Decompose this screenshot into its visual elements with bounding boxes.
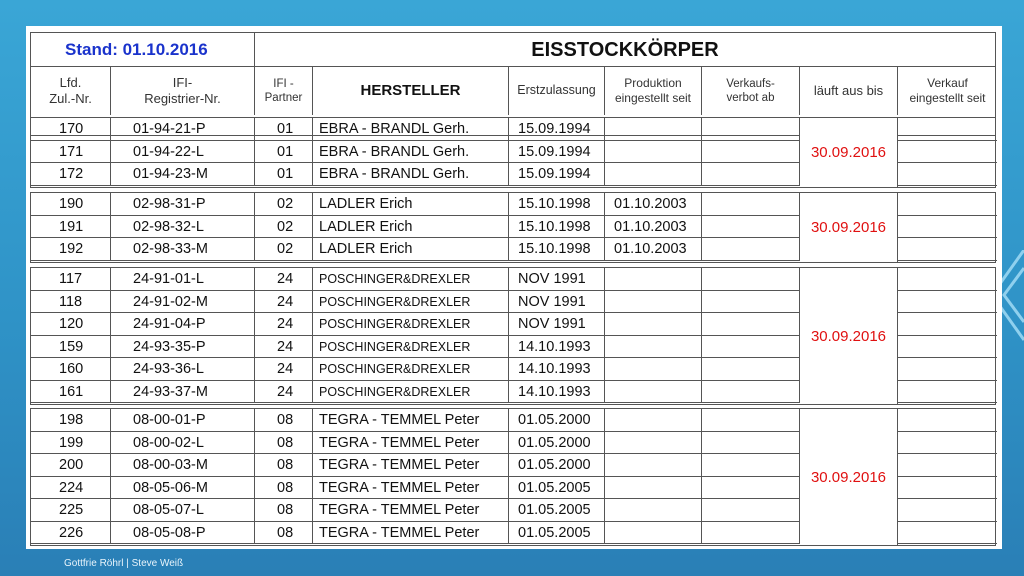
cell-col-verkauf-eingestellt xyxy=(898,336,997,359)
cell-col-ifi-nr: 08-05-07-L xyxy=(111,499,255,522)
cell-col-lfd-nr: 224 xyxy=(31,477,111,500)
cell-col-verkaufsverbot xyxy=(702,313,800,336)
cell-col-ifi-nr: 08-00-02-L xyxy=(111,432,255,455)
cell-col-erstzulassung: 15.09.1994 xyxy=(509,118,605,141)
cell-col-lfd-nr: 200 xyxy=(31,454,111,477)
cell-col-verkaufsverbot xyxy=(702,268,800,291)
cell-col-hersteller: TEGRA - TEMMEL Peter xyxy=(313,477,509,500)
cell-col-hersteller: POSCHINGER&DREXLER xyxy=(313,358,509,381)
cell-col-produktion xyxy=(605,118,702,141)
manufacturer-group xyxy=(30,408,996,546)
expiry-date: 30.09.2016 xyxy=(800,268,898,404)
cell-col-erstzulassung: 15.09.1994 xyxy=(509,141,605,164)
cell-col-ifi-nr: 24-93-36-L xyxy=(111,358,255,381)
cell-col-ifi-nr: 08-05-06-M xyxy=(111,477,255,500)
header-col-verkauf-eingestellt: Verkauf eingestellt seit xyxy=(909,76,986,105)
table-sheet xyxy=(26,26,1002,549)
cell-col-verkaufsverbot xyxy=(702,499,800,522)
cell-col-erstzulassung: 14.10.1993 xyxy=(509,336,605,359)
cell-col-ifi-partner: 08 xyxy=(255,477,313,500)
header-col-hersteller: HERSTELLER xyxy=(313,67,509,115)
cell-col-produktion: 01.10.2003 xyxy=(605,238,702,261)
cell-col-ifi-nr: 01-94-22-L xyxy=(111,141,255,164)
cell-col-verkaufsverbot xyxy=(702,291,800,314)
header-col-ifi-nr: IFI- Registrier-Nr. xyxy=(111,67,255,115)
cell-col-ifi-partner: 24 xyxy=(255,268,313,291)
cell-col-hersteller: LADLER Erich xyxy=(313,193,509,216)
cell-col-ifi-partner: 24 xyxy=(255,291,313,314)
cell-col-hersteller: POSCHINGER&DREXLER xyxy=(313,381,509,404)
cell-col-verkauf-eingestellt xyxy=(898,141,997,164)
header-col-produktion: Produktion eingestellt seit xyxy=(605,67,702,115)
cell-col-hersteller: LADLER Erich xyxy=(313,216,509,239)
cell-col-lfd-nr: 171 xyxy=(31,141,111,164)
cell-col-erstzulassung: NOV 1991 xyxy=(509,268,605,291)
cell-col-erstzulassung: 15.10.1998 xyxy=(509,216,605,239)
cell-col-verkaufsverbot xyxy=(702,454,800,477)
cell-col-ifi-nr: 24-91-04-P xyxy=(111,313,255,336)
cell-col-lfd-nr: 120 xyxy=(31,313,111,336)
cell-col-hersteller: TEGRA - TEMMEL Peter xyxy=(313,522,509,545)
cell-col-produktion xyxy=(605,454,702,477)
manufacturer-group xyxy=(30,267,996,405)
cell-col-ifi-partner: 08 xyxy=(255,499,313,522)
cell-col-verkauf-eingestellt xyxy=(898,313,997,336)
cell-col-produktion xyxy=(605,313,702,336)
manufacturer-group xyxy=(30,192,996,263)
cell-col-ifi-nr: 08-05-08-P xyxy=(111,522,255,545)
header-col-laeuft-aus: läuft aus bis xyxy=(800,67,898,115)
cell-col-ifi-partner: 02 xyxy=(255,238,313,261)
cell-col-lfd-nr: 172 xyxy=(31,163,111,186)
cell-col-lfd-nr: 118 xyxy=(31,291,111,314)
cell-col-ifi-nr: 24-93-35-P xyxy=(111,336,255,359)
cell-col-verkauf-eingestellt xyxy=(898,454,997,477)
cell-col-erstzulassung: 01.05.2005 xyxy=(509,499,605,522)
cell-col-lfd-nr: 225 xyxy=(31,499,111,522)
cell-col-verkaufsverbot xyxy=(702,141,800,164)
table-title: EISSTOCKKÖRPER xyxy=(255,33,995,67)
cell-col-produktion xyxy=(605,477,702,500)
cell-col-lfd-nr: 170 xyxy=(31,118,111,141)
cell-col-verkauf-eingestellt xyxy=(898,358,997,381)
header-col-erstzulassung: Erstzulassung xyxy=(509,67,605,115)
cell-col-erstzulassung: 14.10.1993 xyxy=(509,381,605,404)
cell-col-produktion xyxy=(605,291,702,314)
cell-col-verkaufsverbot xyxy=(702,216,800,239)
cell-col-ifi-nr: 24-91-01-L xyxy=(111,268,255,291)
header-col-ifi-partner: IFI - Partner xyxy=(255,67,313,115)
footer-authors: Gottfrie Röhrl | Steve Weiß xyxy=(64,558,184,569)
cell-col-erstzulassung: 01.05.2000 xyxy=(509,432,605,455)
cell-col-hersteller: POSCHINGER&DREXLER xyxy=(313,313,509,336)
header-col-lfd-nr: Lfd. Zul.-Nr. xyxy=(31,67,111,115)
cell-col-verkaufsverbot xyxy=(702,358,800,381)
cell-col-verkaufsverbot xyxy=(702,522,800,545)
cell-col-hersteller: TEGRA - TEMMEL Peter xyxy=(313,454,509,477)
cell-col-hersteller: LADLER Erich xyxy=(313,238,509,261)
cell-col-ifi-partner: 24 xyxy=(255,313,313,336)
cell-col-produktion: 01.10.2003 xyxy=(605,216,702,239)
cell-col-produktion xyxy=(605,358,702,381)
cell-col-verkauf-eingestellt xyxy=(898,193,997,216)
cell-col-verkauf-eingestellt xyxy=(898,477,997,500)
cell-col-produktion xyxy=(605,381,702,404)
cell-col-ifi-partner: 01 xyxy=(255,118,313,141)
cell-col-verkauf-eingestellt xyxy=(898,118,997,141)
cell-col-erstzulassung: 15.09.1994 xyxy=(509,163,605,186)
cell-col-erstzulassung: 14.10.1993 xyxy=(509,358,605,381)
cell-col-erstzulassung: 15.10.1998 xyxy=(509,193,605,216)
cell-col-ifi-partner: 08 xyxy=(255,409,313,432)
cell-col-ifi-nr: 08-00-03-M xyxy=(111,454,255,477)
cell-col-erstzulassung: 15.10.1998 xyxy=(509,238,605,261)
expiry-date: 30.09.2016 xyxy=(800,409,898,545)
cell-col-verkaufsverbot xyxy=(702,336,800,359)
cell-col-erstzulassung: 01.05.2005 xyxy=(509,477,605,500)
cell-col-verkauf-eingestellt xyxy=(898,268,997,291)
cell-col-verkauf-eingestellt xyxy=(898,499,997,522)
cell-col-hersteller: EBRA - BRANDL Gerh. xyxy=(313,141,509,164)
cell-col-lfd-nr: 161 xyxy=(31,381,111,404)
cell-col-verkaufsverbot xyxy=(702,381,800,404)
stand-date: Stand: 01.10.2016 xyxy=(31,33,255,67)
cell-col-ifi-nr: 01-94-23-M xyxy=(111,163,255,186)
cell-col-lfd-nr: 117 xyxy=(31,268,111,291)
manufacturer-group xyxy=(30,117,996,188)
cell-col-verkauf-eingestellt xyxy=(898,291,997,314)
cell-col-produktion xyxy=(605,409,702,432)
cell-col-verkauf-eingestellt xyxy=(898,163,997,186)
cell-col-ifi-partner: 01 xyxy=(255,141,313,164)
cell-col-hersteller: TEGRA - TEMMEL Peter xyxy=(313,499,509,522)
cell-col-ifi-partner: 24 xyxy=(255,358,313,381)
cell-col-ifi-nr: 24-91-02-M xyxy=(111,291,255,314)
cell-col-hersteller: POSCHINGER&DREXLER xyxy=(313,268,509,291)
cell-col-verkauf-eingestellt xyxy=(898,522,997,545)
cell-col-verkauf-eingestellt xyxy=(898,432,997,455)
cell-col-verkauf-eingestellt xyxy=(898,216,997,239)
cell-col-lfd-nr: 191 xyxy=(31,216,111,239)
cell-col-ifi-partner: 02 xyxy=(255,193,313,216)
cell-col-verkauf-eingestellt xyxy=(898,381,997,404)
cell-col-ifi-nr: 24-93-37-M xyxy=(111,381,255,404)
cell-col-lfd-nr: 226 xyxy=(31,522,111,545)
cell-col-ifi-partner: 24 xyxy=(255,336,313,359)
cell-col-ifi-nr: 02-98-33-M xyxy=(111,238,255,261)
cell-col-verkaufsverbot xyxy=(702,238,800,261)
cell-col-ifi-nr: 02-98-32-L xyxy=(111,216,255,239)
cell-col-lfd-nr: 159 xyxy=(31,336,111,359)
cell-col-produktion xyxy=(605,499,702,522)
cell-col-hersteller: POSCHINGER&DREXLER xyxy=(313,336,509,359)
cell-col-verkauf-eingestellt xyxy=(898,238,997,261)
cell-col-produktion xyxy=(605,336,702,359)
cell-col-ifi-partner: 08 xyxy=(255,522,313,545)
expiry-date: 30.09.2016 xyxy=(800,193,898,262)
cell-col-lfd-nr: 192 xyxy=(31,238,111,261)
cell-col-erstzulassung: 01.05.2005 xyxy=(509,522,605,545)
cell-col-ifi-nr: 01-94-21-P xyxy=(111,118,255,141)
cell-col-hersteller: EBRA - BRANDL Gerh. xyxy=(313,118,509,141)
cell-col-hersteller: POSCHINGER&DREXLER xyxy=(313,291,509,314)
cell-col-erstzulassung: 01.05.2000 xyxy=(509,409,605,432)
cell-col-erstzulassung: 01.05.2000 xyxy=(509,454,605,477)
cell-col-produktion: 01.10.2003 xyxy=(605,193,702,216)
cell-col-ifi-partner: 02 xyxy=(255,216,313,239)
cell-col-produktion xyxy=(605,522,702,545)
cell-col-produktion xyxy=(605,163,702,186)
cell-col-verkaufsverbot xyxy=(702,118,800,141)
cell-col-lfd-nr: 160 xyxy=(31,358,111,381)
cell-col-ifi-partner: 24 xyxy=(255,381,313,404)
cell-col-verkaufsverbot xyxy=(702,432,800,455)
cell-col-hersteller: TEGRA - TEMMEL Peter xyxy=(313,409,509,432)
cell-col-lfd-nr: 190 xyxy=(31,193,111,216)
header-col-verkaufsverbot: Verkaufs- verbot ab xyxy=(702,67,800,115)
cell-col-produktion xyxy=(605,432,702,455)
cell-col-produktion xyxy=(605,141,702,164)
cell-col-verkaufsverbot xyxy=(702,193,800,216)
cell-col-ifi-nr: 02-98-31-P xyxy=(111,193,255,216)
cell-col-verkaufsverbot xyxy=(702,477,800,500)
cell-col-produktion xyxy=(605,268,702,291)
cell-col-hersteller: TEGRA - TEMMEL Peter xyxy=(313,432,509,455)
cell-col-ifi-nr: 08-00-01-P xyxy=(111,409,255,432)
cell-col-ifi-partner: 08 xyxy=(255,454,313,477)
cell-col-verkauf-eingestellt xyxy=(898,409,997,432)
cell-col-ifi-partner: 01 xyxy=(255,163,313,186)
cell-col-verkaufsverbot xyxy=(702,409,800,432)
cell-col-ifi-partner: 08 xyxy=(255,432,313,455)
cell-col-hersteller: EBRA - BRANDL Gerh. xyxy=(313,163,509,186)
cell-col-lfd-nr: 198 xyxy=(31,409,111,432)
expiry-date: 30.09.2016 xyxy=(800,118,898,187)
cell-col-erstzulassung: NOV 1991 xyxy=(509,291,605,314)
cell-col-erstzulassung: NOV 1991 xyxy=(509,313,605,336)
cell-col-lfd-nr: 199 xyxy=(31,432,111,455)
cell-col-verkaufsverbot xyxy=(702,163,800,186)
